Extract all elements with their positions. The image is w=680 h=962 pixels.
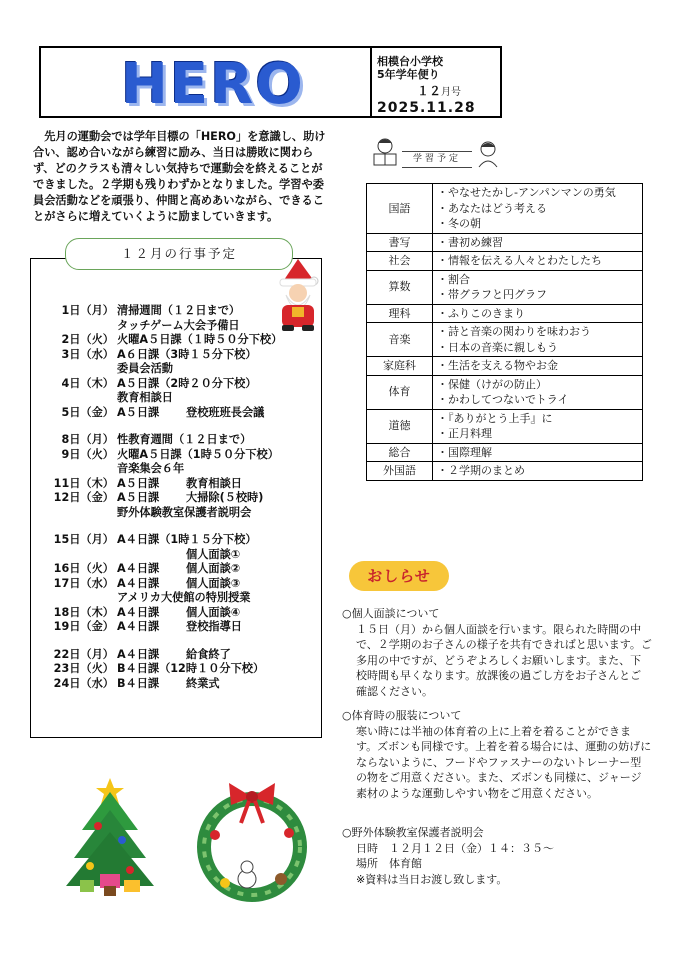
schedule-row <box>367 462 643 481</box>
issue-suffix: 月号 <box>441 87 462 98</box>
schedule-items <box>433 304 643 323</box>
event-row <box>36 589 316 604</box>
event-text: B４日課 <box>117 676 160 690</box>
event-day: 12日（金） <box>53 491 114 504</box>
event-day: 4日（木） <box>61 376 114 390</box>
event-row <box>36 346 316 361</box>
schedule-item: ・ 『ありがとう上手』に <box>437 411 638 427</box>
schedule-subject: 理科 <box>367 304 433 323</box>
event-text: A４日課 <box>117 647 160 661</box>
event-text: 委員会活動 <box>117 362 173 375</box>
schedule-subject: 家庭科 <box>367 357 433 376</box>
event-text: B４日課（12時１０分下校） <box>117 662 265 675</box>
school-name: 相模台小学校 <box>377 55 443 68</box>
newsletter-header <box>39 46 502 118</box>
schedule-item: ・ かわしてつないでトライ <box>437 392 638 408</box>
schedule-subject: 道徳 <box>367 409 433 443</box>
schedule-item: ・ 詩と音楽の関わりを味わおう <box>437 324 638 340</box>
event-day: 22日（月） <box>53 647 114 661</box>
event-row <box>36 475 316 490</box>
event-row <box>36 618 316 633</box>
hero-logo: HERO <box>121 52 305 117</box>
event-row <box>36 489 316 504</box>
event-row <box>36 375 316 390</box>
schedule-item: ・ 帯グラフと円グラフ <box>437 287 638 303</box>
event-detail: 個人面談② <box>186 562 241 575</box>
student-reading-icon <box>371 137 399 167</box>
event-day: 16日（火） <box>53 562 114 575</box>
schedule-item: ・ 日本の音楽に親しもう <box>437 340 638 356</box>
event-text: アメリカ大使館の特別授業 <box>117 591 251 604</box>
schedule-subject: 音楽 <box>367 323 433 357</box>
event-text: A４日課 <box>117 620 160 633</box>
schedule-row <box>367 409 643 443</box>
event-text: A５日課（2時２０分下校） <box>117 376 257 390</box>
schedule-items <box>433 233 643 252</box>
schedule-row <box>367 304 643 323</box>
event-text: A５日課 <box>117 491 160 504</box>
issue-month: １２ <box>417 84 442 98</box>
schedule-items <box>433 375 643 409</box>
event-row <box>36 404 316 419</box>
notice-badge: おしらせ <box>349 561 449 591</box>
schedule-item: ・ 国際理解 <box>437 445 638 461</box>
study-schedule-label: 学習予定 <box>402 151 472 168</box>
event-text: 教育相談日 <box>117 391 173 404</box>
student-icon <box>475 139 501 169</box>
event-detail: 個人面談① <box>186 547 241 561</box>
event-day: 23日（火） <box>53 662 114 675</box>
schedule-item: ・ 正月料理 <box>437 426 638 442</box>
event-row <box>36 560 316 575</box>
event-day: 9日（火） <box>61 447 114 461</box>
event-day: 17日（水） <box>53 576 114 590</box>
schedule-item: ・ ふりこのきまり <box>437 306 638 322</box>
event-row <box>36 317 316 332</box>
event-detail: 個人面談④ <box>186 605 241 619</box>
event-detail: 個人面談③ <box>186 576 241 590</box>
schedule-subject: 体育 <box>367 375 433 409</box>
schedule-items <box>433 323 643 357</box>
event-day: 11日（木） <box>53 476 114 490</box>
event-detail: 終業式 <box>186 676 220 690</box>
event-detail: 大掃除(５校時) <box>186 491 264 504</box>
event-row <box>36 360 316 375</box>
event-row <box>36 646 316 661</box>
schedule-item: ・ 情報を伝える人々とわたしたち <box>437 253 638 269</box>
event-text: A６日課（3時１５分下校） <box>117 347 257 361</box>
event-day: 19日（金） <box>53 620 114 633</box>
christmas-wreath-icon <box>185 775 320 910</box>
schedule-items <box>433 409 643 443</box>
schedule-subject: 総合 <box>367 443 433 462</box>
notice-pe-title: ○体育時の服装について <box>342 709 462 722</box>
event-row <box>36 460 316 475</box>
notice-pe-clothing <box>342 708 652 801</box>
event-text: A５日課 <box>117 476 160 490</box>
event-text: タッチゲーム大会予備日 <box>117 318 240 332</box>
event-text: 音楽集会６年 <box>117 462 185 475</box>
event-detail: 教育相談日 <box>186 476 242 490</box>
schedule-row <box>367 270 643 304</box>
schedule-subject: 外国語 <box>367 462 433 481</box>
schedule-item: ・ 書初め練習 <box>437 235 638 251</box>
notice-meeting-note: ※資料は当日お渡し致します。 <box>356 872 508 886</box>
schedule-row <box>367 443 643 462</box>
schedule-row <box>367 323 643 357</box>
event-row <box>36 504 316 519</box>
notice-meeting <box>342 825 652 887</box>
schedule-items <box>433 270 643 304</box>
schedule-item: ・ ２学期のまとめ <box>437 463 638 479</box>
event-row <box>36 604 316 619</box>
schedule-items <box>433 184 643 234</box>
schedule-item: ・ やなせたかし-アンパンマンの勇気 <box>437 185 638 201</box>
schedule-subject: 国語 <box>367 184 433 234</box>
event-row <box>36 302 316 317</box>
newsletter-name: 5年学年便り <box>377 68 440 81</box>
event-day: 18日（木） <box>53 605 114 619</box>
notice-pe-body: 寒い時には半袖の体育着の上に上着を着ることができます。ズボンも同様です。上着を着る場合には、運動の妨げにならないように、フードやファスナーのないトレーナー型の物をご用意ください。また、ズボンも同様に、ジャージ素材のような運動しやすい物をご用意ください。 <box>356 724 652 800</box>
notice-interview <box>342 606 652 699</box>
study-schedule-table <box>366 183 643 481</box>
notice-interview-body: １５日（月）から個人面談を行います。限られた時間の中で、２学期のお子さんの様子を共有できればと思います。ご多用の中ですが、どうぞよろしくお願いします。また、下校時間も早くなります。放課後の過ごし方をお子さんとご確認ください。 <box>356 622 652 698</box>
schedule-item: ・ 保健（けがの防止） <box>437 377 638 393</box>
events-list <box>36 302 316 689</box>
event-day: 1日（月） <box>61 304 114 317</box>
christmas-tree-icon <box>60 770 160 900</box>
event-text: A５日課 <box>117 405 160 419</box>
schedule-subject: 社会 <box>367 252 433 271</box>
event-text: 野外体験教室保護者説明会 <box>117 505 252 519</box>
issue-date: 2025.11.28 <box>377 100 476 116</box>
schedule-item: ・ 冬の朝 <box>437 216 638 232</box>
event-text: A４日課 <box>117 562 160 575</box>
event-row <box>36 389 316 404</box>
schedule-item: ・ 割合 <box>437 272 638 288</box>
notice-meeting-title: ○野外体験教室保護者説明会 <box>342 826 484 839</box>
event-row <box>36 546 316 561</box>
schedule-items <box>433 252 643 271</box>
schedule-items <box>433 462 643 481</box>
event-text: A４日課 <box>117 576 160 590</box>
intro-paragraph: 先月の運動会では学年目標の「HERO」を意識し、助け合い、認め合いながら練習に励み、当日は勝敗に関わらず、どのクラスも清々しい気持ちで運動会を終えることができました。２学期も残りわずかとなりました。学習や委員会活動などを頑張り、仲間と高めあいながら、できることがさらに増えていくように励ましていきます。 <box>33 130 326 223</box>
event-text: A４日課（1時１５分下校） <box>117 533 257 546</box>
school-info <box>377 55 443 81</box>
event-row <box>36 331 316 346</box>
event-row <box>36 660 316 675</box>
schedule-item: ・ 生活を支える物やお金 <box>437 358 638 374</box>
event-day: 2日（火） <box>61 333 114 346</box>
schedule-row <box>367 357 643 376</box>
schedule-items <box>433 443 643 462</box>
notice-meeting-place: 場所 体育館 <box>356 857 422 870</box>
schedule-item: ・ あなたはどう考える <box>437 201 638 217</box>
schedule-subject: 算数 <box>367 270 433 304</box>
event-detail: 登校指導日 <box>186 620 242 633</box>
event-text: 清掃週間（１２日まで） <box>117 304 241 317</box>
schedule-subject: 書写 <box>367 233 433 252</box>
event-row <box>36 575 316 590</box>
issue-number <box>417 82 461 99</box>
schedule-row <box>367 375 643 409</box>
event-day: 5日（金） <box>61 405 114 419</box>
event-day: 8日（月） <box>61 433 114 446</box>
event-row <box>36 446 316 461</box>
event-row <box>36 675 316 690</box>
event-text: 火曜A５日課（1時５０分下校） <box>117 447 279 461</box>
notice-interview-title: ○個人面談について <box>342 607 440 620</box>
event-day: 15日（月） <box>53 533 114 546</box>
event-row <box>36 431 316 446</box>
event-day: 24日（水） <box>53 676 114 690</box>
schedule-row <box>367 184 643 234</box>
notice-meeting-datetime: 日時 １２月１２日（金）１４：３５～ <box>356 841 554 855</box>
schedule-items <box>433 357 643 376</box>
event-day: 3日（水） <box>61 347 114 361</box>
schedule-row <box>367 252 643 271</box>
event-detail: 給食終了 <box>186 647 231 661</box>
schedule-row <box>367 233 643 252</box>
event-text: 性教育週間（１２日まで） <box>117 433 252 446</box>
event-text: A４日課 <box>117 605 160 619</box>
event-text: 火曜A５日課（１時５０分下校） <box>117 333 283 346</box>
events-title: １２月の行事予定 <box>65 238 293 270</box>
event-detail: 登校班班長会議 <box>186 405 265 419</box>
event-row <box>36 531 316 546</box>
header-divider <box>370 48 372 116</box>
